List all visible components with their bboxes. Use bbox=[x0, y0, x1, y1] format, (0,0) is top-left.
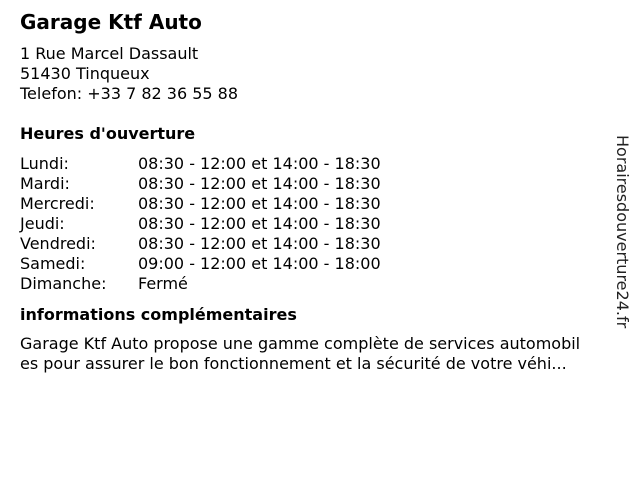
business-name: Garage Ktf Auto bbox=[20, 10, 202, 34]
day-label: Jeudi: bbox=[20, 214, 65, 233]
hours-row-sunday bbox=[20, 274, 615, 294]
address-block bbox=[20, 44, 615, 104]
day-label: Samedi: bbox=[20, 254, 86, 273]
opening-hours-table bbox=[20, 154, 615, 294]
time-range: 08:30 - 12:00 et 14:00 - 18:30 bbox=[138, 194, 381, 213]
day-label: Mercredi: bbox=[20, 194, 95, 213]
hours-row-monday bbox=[20, 154, 615, 174]
business-description bbox=[20, 334, 615, 374]
hours-row-friday bbox=[20, 234, 615, 254]
time-range: 08:30 - 12:00 et 14:00 - 18:30 bbox=[138, 174, 381, 193]
day-label: Lundi: bbox=[20, 154, 69, 173]
description-line: es pour assurer le bon fonctionnement et la sécurité de votre véhi... bbox=[20, 354, 567, 373]
time-range: 08:30 - 12:00 et 14:00 - 18:30 bbox=[138, 234, 381, 253]
hours-row-wednesday bbox=[20, 194, 615, 214]
phone-number: Telefon: +33 7 82 36 55 88 bbox=[20, 84, 239, 103]
additional-info-heading: informations complémentaires bbox=[20, 305, 297, 324]
opening-hours-heading: Heures d'ouverture bbox=[20, 124, 196, 143]
business-card bbox=[20, 10, 615, 374]
hours-row-tuesday bbox=[20, 174, 615, 194]
time-range: 08:30 - 12:00 et 14:00 - 18:30 bbox=[138, 154, 381, 173]
time-range: 08:30 - 12:00 et 14:00 - 18:30 bbox=[138, 214, 381, 233]
description-line: Garage Ktf Auto propose une gamme complète de services automobil bbox=[20, 334, 581, 353]
watermark-text: Horairesdouverture24.fr bbox=[613, 135, 632, 329]
site-watermark bbox=[612, 135, 632, 341]
day-label: Vendredi: bbox=[20, 234, 96, 253]
day-label: Mardi: bbox=[20, 174, 70, 193]
hours-row-thursday bbox=[20, 214, 615, 234]
street-address: 1 Rue Marcel Dassault bbox=[20, 44, 199, 63]
hours-row-saturday bbox=[20, 254, 615, 274]
day-label: Dimanche: bbox=[20, 274, 107, 293]
city-address: 51430 Tinqueux bbox=[20, 64, 150, 83]
time-range: 09:00 - 12:00 et 14:00 - 18:00 bbox=[138, 254, 381, 273]
time-range: Fermé bbox=[138, 274, 188, 293]
